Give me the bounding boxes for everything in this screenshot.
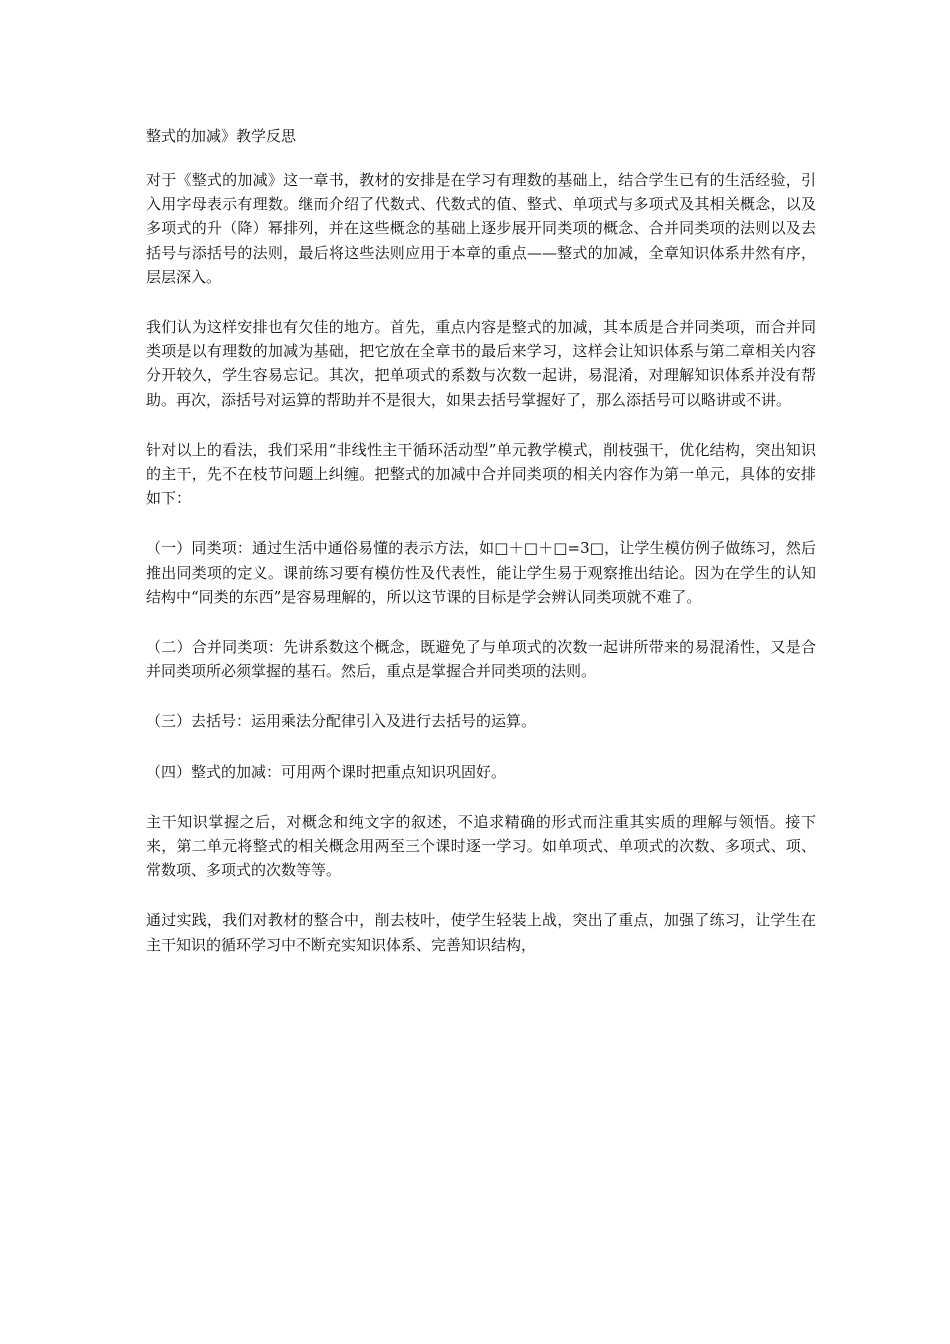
paragraph-conclusion: 通过实践，我们对教材的整合中，削去枝叶，使学生轻装上战，突出了重点，加强了练习，让学生在主干知识的循环学习中不断充实知识体系、完善知识结构， — [146, 911, 816, 954]
paragraph-intro: 对于《整式的加减》这一章书，教材的安排是在学习有理数的基础上，结合学生已有的生活经验，引入用字母表示有理数。继而介绍了代数式、代数式的值、整式、单项式与多项式及其相关概念，以及多项式的升（降）幂排列，并在这些概念的基础上逐步展开同类项的概念、合并同类项的法则以及去括号与添括号的法则，最后将这些法则应用于本章的重点——整式的加减，全章知识体系井然有序，层层深入。 — [146, 171, 816, 286]
document-page — [146, 124, 816, 983]
paragraph-section-2: （二）合并同类项：先讲系数这个概念，既避免了与单项式的次数一起讲所带来的易混淆性，又是合并同类项所必须掌握的基石。然后，重点是掌握合并同类项的法则。 — [146, 638, 816, 681]
paragraph-shortcomings: 我们认为这样安排也有欠佳的地方。首先，重点内容是整式的加减，其本质是合并同类项，而合并同类项是以有理数的加减为基础，把它放在全章书的最后来学习，这样会让知识体系与第二章相关内容分开较久，学生容易忘记。其次，把单项式的系数与次数一起讲，易混淆，对理解知识体系并没有帮助。再次，添括号对运算的帮助并不是很大，如果去括号掌握好了，那么添括号可以略讲或不讲。 — [146, 318, 816, 409]
paragraph-section-4: （四）整式的加减：可用两个课时把重点知识巩固好。 — [146, 762, 507, 781]
paragraph-section-1: （一）同类项：通过生活中通俗易懂的表示方法，如□＋□＋□=3□，让学生模仿例子做练习，然后推出同类项的定义。课前练习要有模仿性及代表性，能让学生易于观察推出结论。因为在学生的认知结构中“同类的东西”是容易理解的，所以这节课的目标是学会辨认同类项就不难了。 — [146, 539, 816, 606]
paragraph-section-3: （三）去括号：运用乘法分配律引入及进行去括号的运算。 — [146, 712, 537, 731]
paragraph-approach: 针对以上的看法，我们采用“非线性主干循环活动型”单元教学模式，削枝强干，优化结构，突出知识的主干，先不在枝节问题上纠缠。把整式的加减中合并同类项的相关内容作为第一单元，具体的安排如下： — [146, 440, 816, 508]
document-title: 整式的加减》教学反思 — [146, 127, 297, 145]
paragraph-next-unit: 主干知识掌握之后，对概念和纯文字的叙述，不追求精确的形式而注重其实质的理解与领悟。接下来，第二单元将整式的相关概念用两至三个课时逐一学习。如单项式、单项式的次数、多项式、项、常数项、多项式的次数等等。 — [146, 812, 816, 880]
